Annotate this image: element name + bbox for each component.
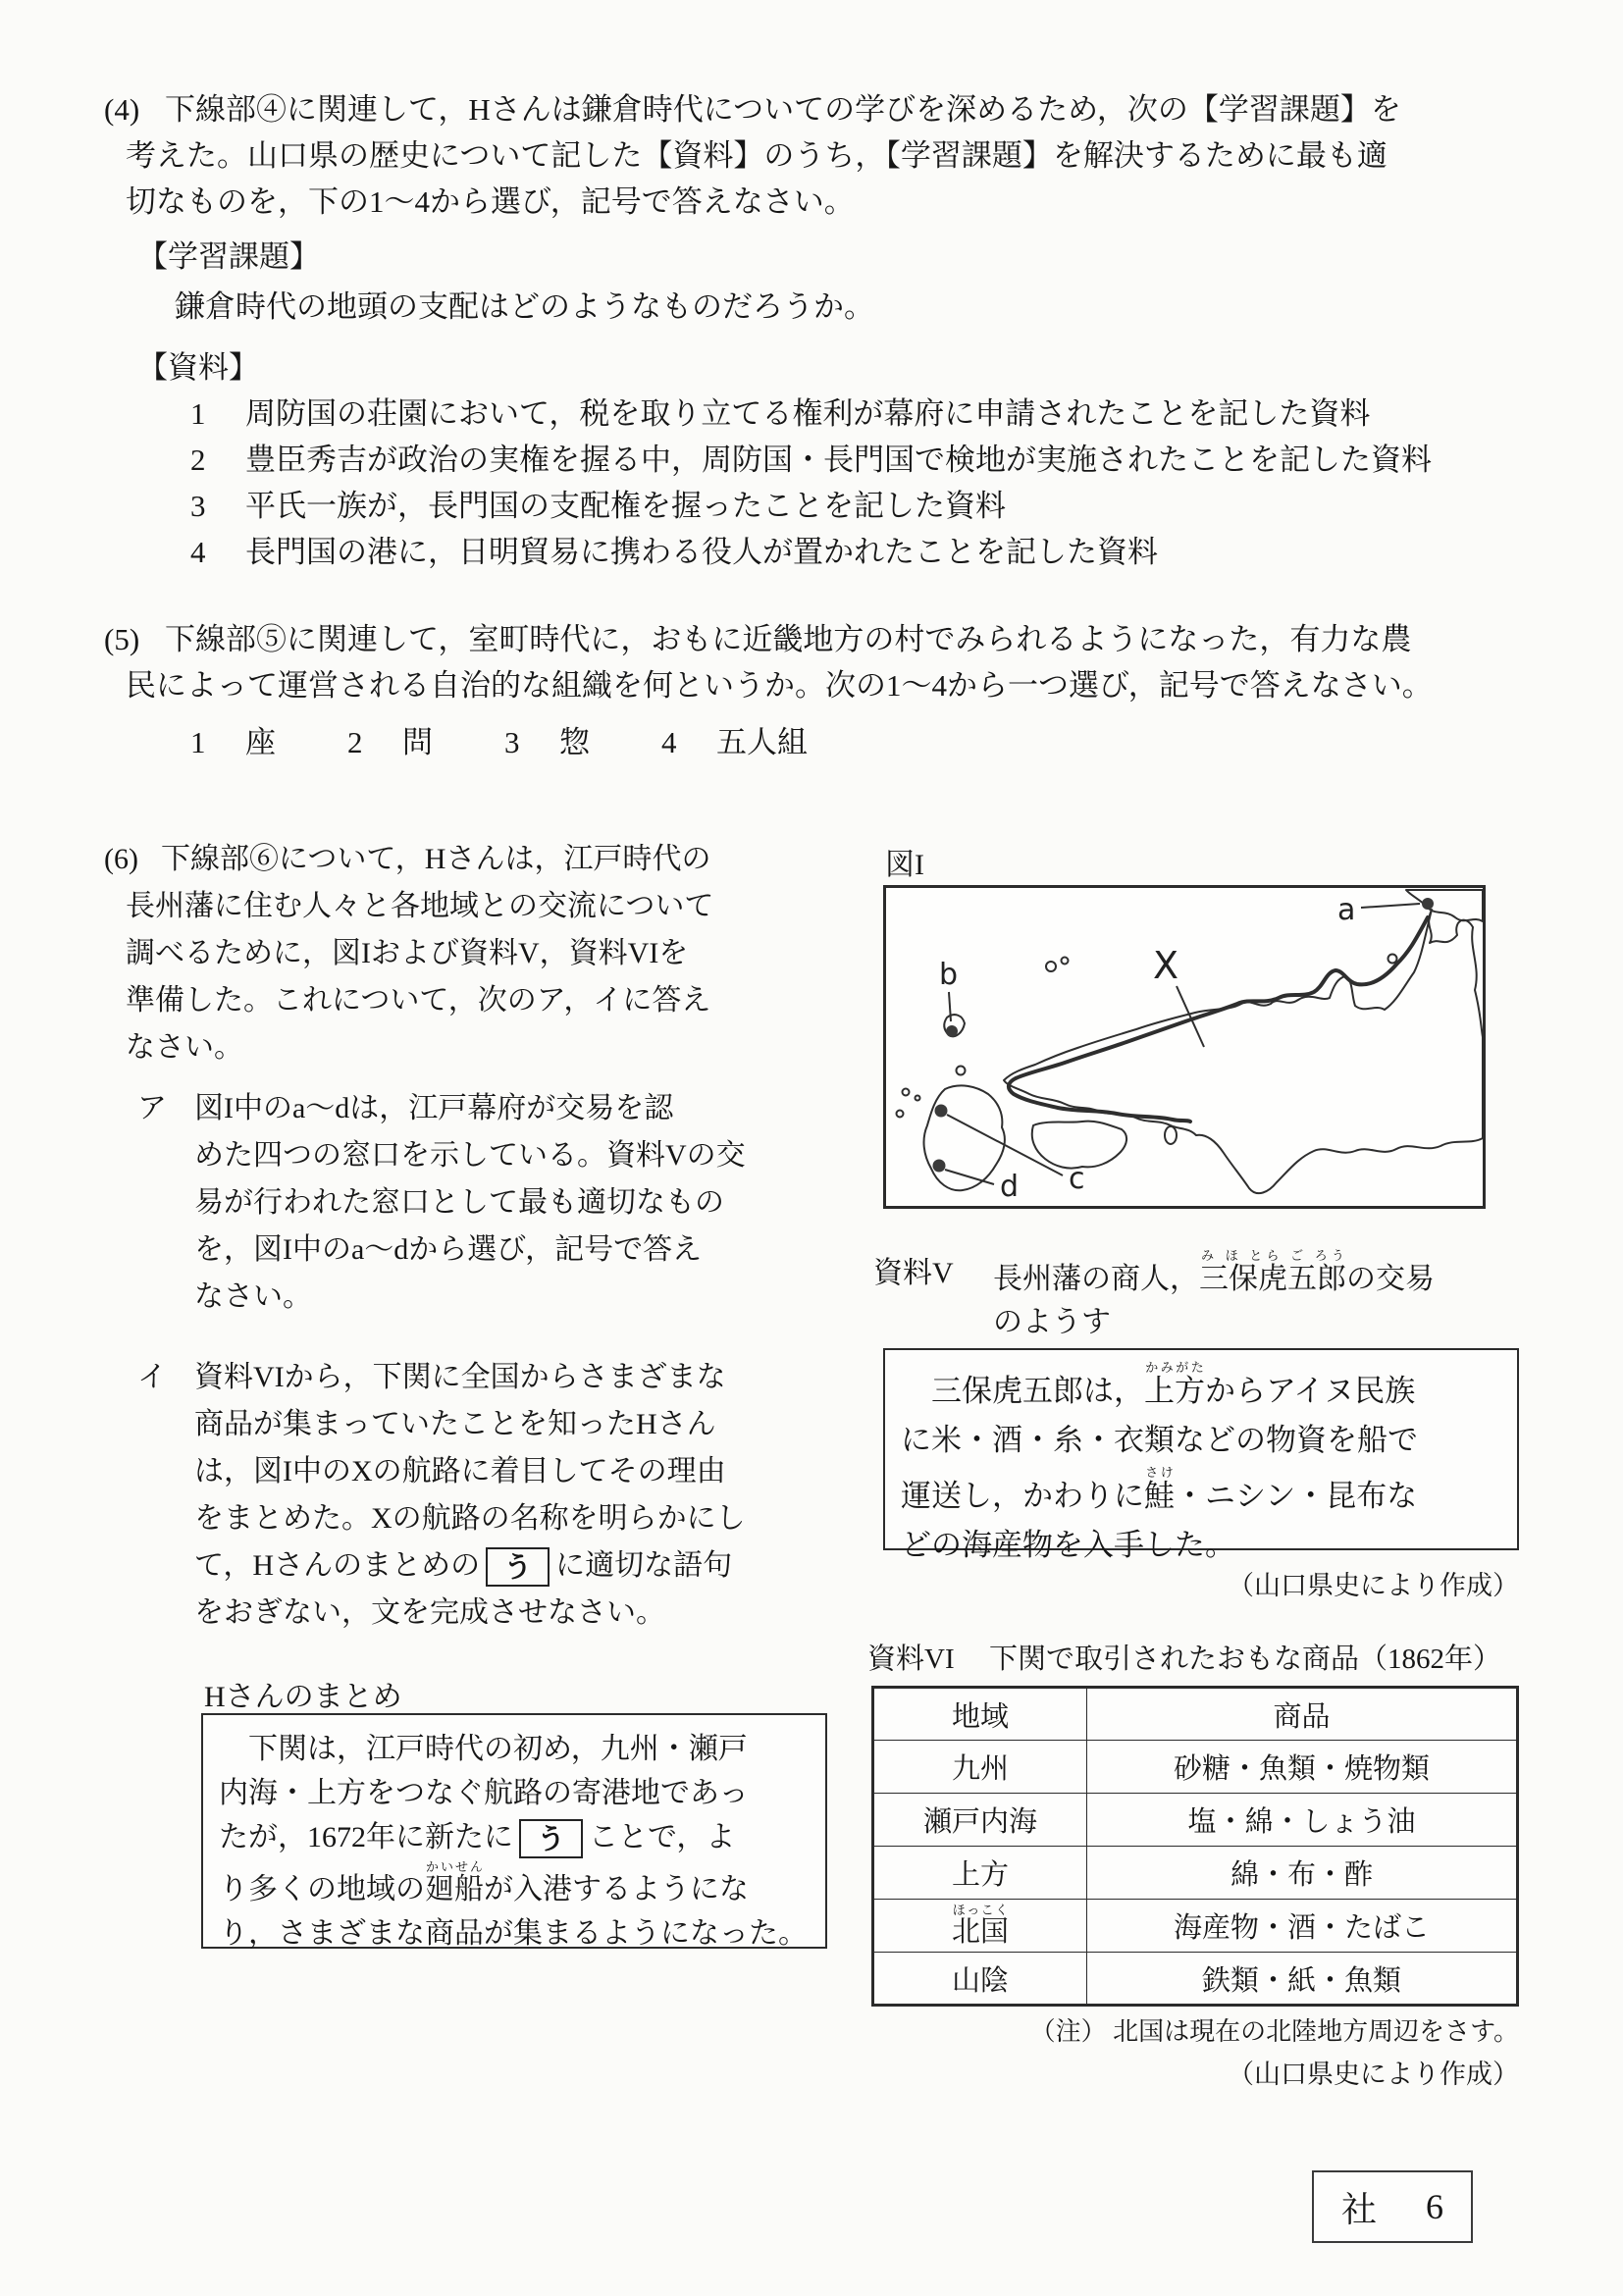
summary-line4 — [219, 1859, 810, 1911]
figure-1-map — [883, 885, 1486, 1209]
answer-blank-u: う — [486, 1547, 550, 1587]
hokkoku-base: 北国 — [951, 1915, 1009, 1948]
summary-line1: 下関は，江戸時代の初め，九州・瀬戸 — [219, 1733, 748, 1765]
option-4-number: 4 — [661, 725, 677, 759]
point-b-dot — [946, 1025, 958, 1037]
material-item-1-number: 1 — [190, 396, 206, 431]
question-6 — [104, 836, 864, 1637]
point-a-label: a — [1337, 893, 1356, 927]
table-note: （注） 北国は現在の北陸地方周辺をさす。 — [1029, 2017, 1519, 2046]
region-sanin: 山陰 — [873, 1953, 1087, 2006]
question-5-line1: 下線部⑤に関連して，室町時代に，おもに近畿地方の村でみられるようになった，有力な農 — [165, 622, 1412, 656]
point-a-leader — [1361, 904, 1420, 908]
material-item-3 — [104, 483, 1546, 529]
source-5-label: 資料V — [873, 1257, 954, 1289]
source-5-line2: に米・酒・糸・衣類などの物資を船で — [901, 1423, 1418, 1457]
source-5-line1-pre: 三保虎五郎は， — [901, 1374, 1144, 1408]
table-row — [873, 1900, 1518, 1953]
question-4-number: (4) — [104, 92, 140, 127]
material-item-4-text: 長門国の港に，日明貿易に携わる役人が置かれたことを記した資料 — [245, 535, 1158, 569]
summary-line4-post: が入港するようにな — [484, 1873, 749, 1905]
column-header-goods: 商品 — [1087, 1688, 1518, 1741]
source-5-title-text — [993, 1248, 1435, 1297]
table-row — [873, 1794, 1518, 1847]
sub-a-line5: なさい。 — [194, 1280, 312, 1313]
kaisen-furigana: かいせん — [425, 1859, 484, 1874]
figure-1-label: 図I — [885, 849, 924, 881]
iki-island — [957, 1067, 966, 1075]
sub-i-line3: は，図I中のXの航路に着目してその理由 — [194, 1455, 726, 1487]
goods-hokkoku: 海産物・酒・たばこ — [1087, 1900, 1518, 1953]
goods-setonaikai: 塩・綿・しょう油 — [1087, 1794, 1518, 1847]
question-5 — [104, 616, 1546, 767]
source-5-line3 — [901, 1465, 1501, 1521]
page-number: 6 — [1426, 2187, 1443, 2226]
question-5-number: (5) — [104, 622, 140, 656]
sub-a-line2: めた四つの窓口を示している。資料Vの交 — [194, 1139, 746, 1172]
question-4-line2: 考えた。山口県の歴史について記した【資料】のうち，【学習課題】を解決するために最も適 — [126, 138, 1387, 173]
sub-i-line6: をおぎない，文を完成させなさい。 — [194, 1596, 665, 1629]
material-item-2-text: 豊臣秀吉が政治の実権を握る中，周防国・長門国で検地が実施されたことを記した資料 — [245, 443, 1432, 477]
option-1-label: 座 — [245, 725, 276, 759]
source-5-title-post: の交易 — [1346, 1263, 1435, 1295]
column-header-region: 地域 — [873, 1688, 1087, 1741]
page-number-box — [1312, 2170, 1473, 2243]
summary-line3-post: ことで，よ — [589, 1821, 736, 1853]
question-6-number: (6) — [104, 843, 138, 875]
goods-kamigata: 綿・布・酢 — [1087, 1847, 1518, 1900]
table-row — [873, 1953, 1518, 2006]
summary-title: Hさんのまとめ — [204, 1681, 402, 1713]
region-hokkoku — [873, 1900, 1087, 1953]
summary-line3-pre: たが，1672年に新たに — [219, 1821, 513, 1853]
summary-line4-pre: り多くの地域の — [219, 1873, 425, 1905]
hokkoku-ruby — [951, 1902, 1009, 1948]
sub-a-line4: を，図I中のa～dから選び，記号で答え — [194, 1233, 703, 1266]
sub-i-line2: 商品が集まっていたことを知ったHさん — [194, 1408, 716, 1440]
kamigata-ruby — [1144, 1360, 1205, 1408]
source-5-line4: どの海産物を入手した。 — [901, 1528, 1235, 1562]
source-5-line1-post: からアイヌ民族 — [1205, 1374, 1416, 1408]
source-6-label: 資料VI — [867, 1644, 955, 1675]
merchant-name-ruby — [1199, 1248, 1346, 1295]
summary-line2: 内海・上方をつなぐ航路の寄港地であっ — [219, 1777, 749, 1809]
question-5-line2: 民によって運営される自治的な組織を何というか。次の1～4から一つ選び，記号で答えなさい。 — [126, 668, 1433, 703]
source-5-box — [883, 1348, 1519, 1562]
merchant-name-furigana: み ほ とら ご ろう — [1199, 1248, 1346, 1263]
option-2 — [347, 718, 504, 767]
option-4-label: 五人組 — [716, 725, 808, 759]
oki-island-2 — [1062, 958, 1069, 965]
question-6-line1: 下線部⑥について，Hさんは，江戸時代の — [161, 843, 711, 875]
point-d-dot — [933, 1160, 946, 1173]
question-4-line3: 切なものを，下の1～4から選び，記号で答えなさい。 — [126, 184, 855, 219]
source-5-credit: （山口県史により作成） — [1228, 1571, 1519, 1600]
region-kyushu: 九州 — [873, 1741, 1087, 1794]
kamigata-base: 上方 — [1144, 1374, 1205, 1408]
sub-i-line4: をまとめた。Xの航路の名称を明らかにし — [194, 1502, 746, 1535]
table-row — [873, 1847, 1518, 1900]
sub-i-line5-pre: て，Hさんのまとめの — [194, 1549, 481, 1582]
west-islet-2 — [916, 1096, 920, 1101]
kaisen-ruby — [425, 1859, 484, 1905]
sub-i-line1: 資料VIから，下関に全国からさまざまな — [194, 1361, 726, 1393]
material-item-3-text: 平氏一族が，長門国の支配権を握ったことを記した資料 — [245, 489, 1006, 523]
source-5-line1 — [901, 1360, 1501, 1416]
sake-base: 鮭 — [1144, 1479, 1175, 1513]
table-row — [873, 1741, 1518, 1794]
point-d-label: d — [1000, 1170, 1020, 1204]
option-3 — [504, 718, 661, 767]
sub-a-line1: 図I中のa～dは，江戸幕府が交易を認 — [194, 1092, 674, 1124]
material-item-4 — [104, 529, 1546, 575]
question-5-options — [104, 718, 1546, 767]
learning-task-heading: 【学習課題】 — [137, 239, 320, 274]
question-6-line3: 調べるために，図Iおよび資料V，資料VIを — [126, 937, 689, 969]
sub-a-label: ア — [137, 1092, 167, 1124]
question-4-line1: 下線部④に関連して，Hさんは鎌倉時代についての学びを深めるため，次の【学習課題】を — [165, 92, 1401, 127]
point-c-dot — [935, 1105, 948, 1118]
material-item-2-number: 2 — [190, 443, 206, 477]
material-item-1 — [104, 391, 1546, 437]
source-6-title — [867, 1637, 1535, 1677]
sake-furigana: さけ — [1144, 1465, 1175, 1480]
source-6-title-text: 下関で取引されたおもな商品（1862年） — [989, 1644, 1502, 1675]
question-6-line4: 準備した。これについて，次のア，イに答え — [126, 984, 711, 1017]
point-b-label: b — [939, 958, 959, 992]
north-islet — [1388, 955, 1397, 964]
question-6-line5: なさい。 — [126, 1031, 243, 1064]
sub-i-label: イ — [137, 1361, 167, 1393]
subject-label: 社 — [1341, 2189, 1378, 2229]
source-6-table — [871, 1686, 1519, 2007]
option-1-number: 1 — [190, 725, 206, 759]
region-kamigata: 上方 — [873, 1847, 1087, 1900]
material-item-2 — [104, 437, 1546, 483]
option-4 — [661, 718, 808, 767]
point-c-leader — [947, 1115, 1063, 1175]
goods-kyushu: 砂糖・魚類・焼物類 — [1087, 1741, 1518, 1794]
summary-line5: り，さまざまな商品が集まるようになった。 — [219, 1917, 808, 1950]
materials-heading: 【資料】 — [137, 350, 259, 385]
source-6-credit: （山口県史により作成） — [1228, 2060, 1519, 2089]
summary-line3 — [219, 1815, 810, 1859]
source-5-line3-post: ・ニシン・昆布な — [1175, 1479, 1418, 1513]
table-header-row — [873, 1688, 1518, 1741]
summary-box — [201, 1713, 827, 1949]
west-islet-1 — [903, 1089, 910, 1096]
awaji-island — [1165, 1126, 1177, 1144]
sake-ruby — [1144, 1465, 1175, 1513]
source-5-title — [873, 1248, 1541, 1297]
hokkaido-coast — [1406, 890, 1483, 921]
sub-a-line3: 易が行われた窓口として最も適切なもの — [194, 1186, 724, 1219]
point-c-label: c — [1069, 1162, 1085, 1196]
sub-i-line5 — [104, 1542, 864, 1590]
learning-task-text: 鎌倉時代の地頭の支配はどのようなものだろうか。 — [175, 289, 874, 324]
route-x-line — [1009, 917, 1428, 1122]
kamigata-furigana: かみがた — [1144, 1360, 1205, 1375]
point-a-dot — [1422, 898, 1434, 910]
hokkoku-furigana: ほっこく — [951, 1902, 1009, 1917]
option-2-number: 2 — [347, 725, 363, 759]
material-item-4-number: 4 — [190, 535, 206, 569]
question-6-line2: 長州藩に住む人々と各地域との交流について — [126, 890, 714, 922]
option-2-label: 問 — [402, 725, 433, 759]
option-1 — [190, 718, 347, 767]
region-setonaikai: 瀬戸内海 — [873, 1794, 1087, 1847]
material-item-3-number: 3 — [190, 489, 206, 523]
source-5-title-pre: 長州藩の商人， — [993, 1263, 1199, 1295]
material-item-1-text: 周防国の荘園において，税を取り立てる権利が幕府に申請されたことを記した資料 — [245, 396, 1371, 431]
option-3-number: 3 — [504, 725, 520, 759]
source-5-line3-pre: 運送し，かわりに — [901, 1479, 1144, 1513]
question-4 — [104, 86, 1546, 575]
source-5-title-line2: のようす — [993, 1306, 1111, 1338]
kaisen-base: 廻船 — [425, 1873, 484, 1905]
west-islet-3 — [897, 1111, 904, 1118]
option-3-label: 惣 — [559, 725, 590, 759]
japan-map-figure — [886, 888, 1483, 1206]
goods-sanin: 鉄類・紙・魚類 — [1087, 1953, 1518, 2006]
sub-i-line5-post: に適切な語句 — [555, 1549, 733, 1582]
honshu-coast — [1004, 910, 1483, 1193]
merchant-name: 三保虎五郎 — [1199, 1263, 1346, 1295]
sub-question-i — [104, 1354, 864, 1637]
route-x-label: X — [1153, 944, 1179, 987]
sub-question-a — [104, 1085, 864, 1321]
oki-island — [1046, 962, 1056, 971]
summary-blank-u: う — [519, 1819, 583, 1858]
